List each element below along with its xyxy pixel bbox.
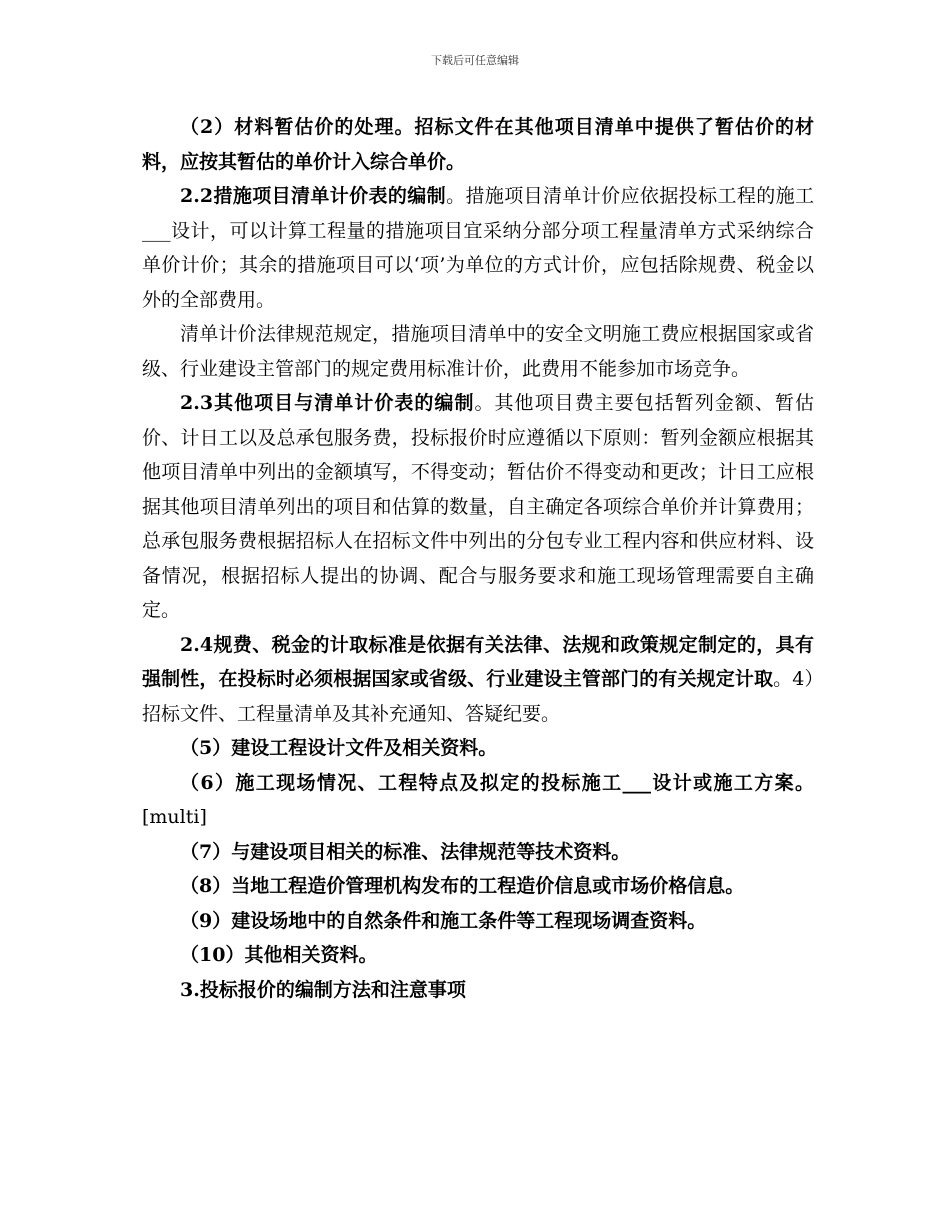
paragraph-bold-run: 2.2措施项目清单计价表的编制 [180,185,447,207]
paragraph-measures-list [142,179,814,317]
list-item-9 [142,904,814,939]
paragraph-safety-fee [142,317,814,386]
list-item-5 [142,731,814,766]
paragraph-bold-run: 3.投标报价的编制方法和注意事项 [180,978,466,1001]
paragraph-text-run: 。措施项目清单计价应依据投标工程的施工___设计，可以计算工程量的措施项目宜采纳分部分项工程量清单方式采纳综合单价计价；其余的措施项目可以‘项’为单位的方式计价，应包括除规费、税金以外的全部费用。 [142,185,814,311]
list-item-10 [142,938,814,973]
paragraph-other-items [142,386,814,628]
list-item-7 [142,835,814,870]
paragraph-text-run: 。其他项目费主要包括暂列金额、暂估价、计日工以及总承包服务费，投标报价时应遵循以下原则：暂列金额应根据其他项目清单中列出的金额填写，不得变动；暂估价不得变动和更改；计日工应根据其他项目清单列出的项目和估算的数量，自主确定各项综合单价并计算费用；总承包服务费根据招标人在招标文件中列出的分包专业工程内容和供应材料、设备情况，根据招标人提出的协调、配合与服务要求和施工现场管理需要自主确定。 [142,392,814,621]
paragraph-bold-run: （5）建设工程设计文件及相关资料。 [180,737,498,759]
paragraph-bold-run: （2）材料暂估价的处理。招标文件在其他项目清单中提供了暂估价的材料，应按其暂估的单价计入综合单价。 [142,116,814,173]
paragraph-fees-taxes [142,628,814,732]
paragraph-bold-run: 2.3其他项目与清单计价表的编制 [180,392,475,414]
page-header: 下载后可任意编辑 [431,54,519,67]
paragraph-text-run: 。4）招标文件、工程量清单及其补充通知、答疑纪要。 [142,668,814,725]
paragraph-text-run: [multi] [142,806,207,828]
paragraph-text-run: 清单计价法律规范规定，措施项目清单中的安全文明施工费应根据国家或省级、行业建设主管部门的规定费用标准计价，此费用不能参加市场竞争。 [142,323,814,380]
paragraph-bold-run: （8）当地工程造价管理机构发布的工程造价信息或市场价格信息。 [180,875,745,897]
paragraph-bold-run: （9）建设场地中的自然条件和施工条件等工程现场调查资料。 [180,909,707,932]
section-heading-3 [142,973,814,1008]
paragraph-bold-run: 2.4规费、税金的计取标准是依据有关法律、法规和政策规定制定的，具有强制性，在投标时必须根据国家或省级、行业建设主管部门的有关规定计取 [142,633,814,690]
paragraph-bold-run: （6）施工现场情况、工程特点及拟定的投标施工___设计或施工方案。 [180,771,814,794]
paragraph-bold-run: （7）与建设项目相关的标准、法律规范等技术资料。 [180,840,631,863]
document-body [142,110,814,1007]
list-item-8 [142,869,814,904]
paragraph-material-estimate [142,110,814,179]
list-item-6 [142,766,814,835]
paragraph-bold-run: （10）其他相关资料。 [180,944,378,966]
